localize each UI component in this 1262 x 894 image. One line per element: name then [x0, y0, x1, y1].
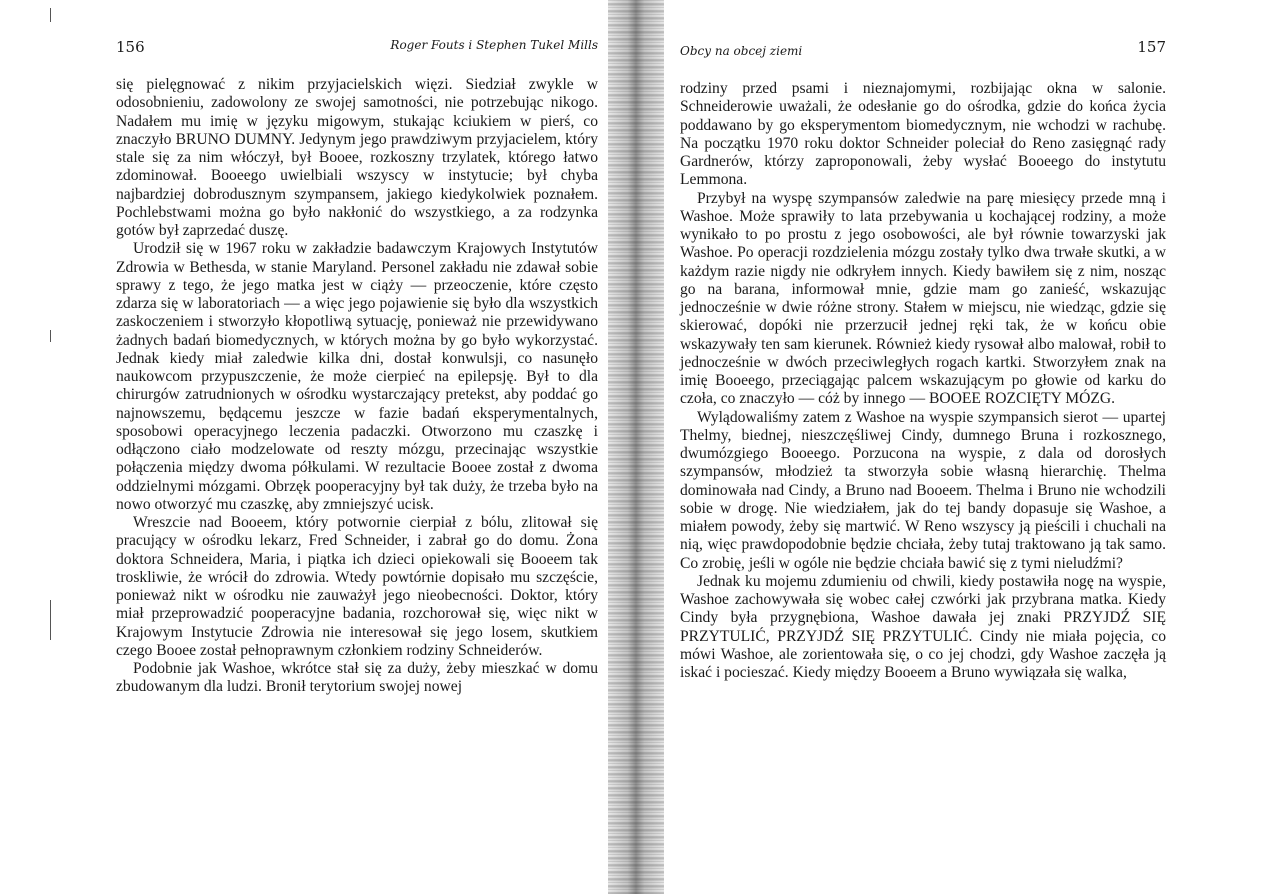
paragraph: Wreszcie nad Booeem, który potwornie cierpiał z bólu, zlitował się pracujący w ośrodku lekarz, Fred Schneider, i zabrał go do domu. Żona doktora Schneidera, Maria, i piątka ich dzieci opiekowali się Booeem tak troskliwie, że wrócił do zdrowia. Wtedy powtórnie dopisało mu szczęście, ponieważ nikt w ośrodku nie zauważył jego nieobecności. Doktor, który miał przeprowadzić pooperacyjne badania, rozchorował się, więc nikt w Krajowym Instytucie Zdrowia nie interesował się jego losem, skutkiem czego Booee został pełnoprawnym członkiem rodziny Schneiderów. [116, 514, 598, 659]
left-page-number: 156 [116, 38, 145, 56]
scan-edge-mark [50, 330, 51, 342]
right-page [630, 0, 1262, 894]
left-page [0, 0, 630, 894]
left-running-header: Roger Fouts i Stephen Tukel Mills [390, 38, 598, 52]
right-page-number: 157 [1137, 38, 1166, 56]
paragraph: Przybył na wyspę szympansów zaledwie na parę miesięcy przede mną i Washoe. Może sprawiły to lata przebywania u kochającej rodziny, a może wynikało to po prostu z jego osobowości, ale był równie towarzyski jak Washoe. Po operacji rozdzielenia mózgu zostały tylko dwa trwałe skutki, a w każdym razie nigdy nie odkryłem innych. Kiedy bawiłem się z nim, nosząc go na barana, informował mnie, gdzie mam go zanieść, wskazując jednocześnie w dwie różne strony. Stałem w miejscu, nie wiedząc, gdzie się skierować, dopóki nie przerzucił jednej ręki tak, że w końcu obie wskazywały ten sam kierunek. Również kiedy rysował albo malował, robił to jednocześnie w dwóch przeciwległych rogach kartki. Stworzyłem znak na imię Booeego, przeciągając palcem wskazującym po głowie od karku do czoła, co znaczyło — cóż by innego — BOOEE ROZCIĘTY MÓZG. [680, 189, 1166, 408]
right-running-header: Obcy na obcej ziemi [680, 44, 803, 58]
paragraph: rodziny przed psami i nieznajomymi, rozbijając okna w salonie. Schneiderowie uważali, że odesłanie go do ośrodka, gdzie do końca życia poddawano by go eksperymentom biomedycznym, nie wchodzi w rachubę. Na początku 1970 roku doktor Schneider poleciał do Reno zasięgnąć rady Gardnerów, którzy zaproponowali, żeby wysłać Booeego do instytutu Lemmona. [680, 80, 1166, 189]
paragraph: Podobnie jak Washoe, wkrótce stał się za duży, żeby mieszkać w domu zbudowanym dla ludzi. Bronił terytorium swojej nowej [116, 660, 598, 696]
paragraph: Jednak ku mojemu zdumieniu od chwili, kiedy postawiła nogę na wyspie, Washoe zachowywała się wobec całej czwórki jak przybrana matka. Kiedy Cindy była przygnębiona, Washoe dawała jej znaki PRZYJDŹ SIĘ PRZYTULIĆ, PRZYJDŹ SIĘ PRZYTULIĆ. Cindy nie miała pojęcia, co mówi Washoe, ale zorientowała się, o co jej chodzi, gdy Washoe zaczęła ją iskać i pocieszać. Kiedy między Booeem a Bruno wywiązała się walka, [680, 572, 1166, 681]
left-body-text [116, 76, 598, 697]
paragraph: Urodził się w 1967 roku w zakładzie badawczym Krajowych Instytutów Zdrowia w Bethesda, w stanie Maryland. Personel zakładu nie zdawał sobie sprawy z tego, że jego matka jest w ciąży — przeoczenie, które często zdarza się w laboratoriach — a więc jego pojawienie się było dla wszystkich zaskoczeniem i stworzyło kłopotliwą sytuację, ponieważ nie przewidywano żadnych badań biomedycznych, w których można by go było wykorzystać. Jednak kiedy miał zaledwie kilka dni, dostał konwulsji, co nasunęło naukowcom przypuszczenie, że może cierpieć na epilepsję. Był to dla chirurgów zatrudnionych w ośrodku wystarczający pretekst, aby poddać go najnowszemu, będącemu jeszcze w fazie badań eksperymentalnych, sposobowi operacyjnego leczenia padaczki. Otworzono mu czaszkę i odłączono ciało modzelowate od reszty mózgu, przecinając wszystkie połączenia między dwoma półkulami. W rezultacie Booee został z dwoma oddzielnymi mózgami. Obrzęk pooperacyjny był tak duży, że trzeba było na nowo otworzyć mu czaszkę, aby zmniejszyć ucisk. [116, 240, 598, 513]
scan-edge-mark [50, 8, 51, 22]
paragraph: się pielęgnować z nikim przyjacielskich więzi. Siedział zwykle w odosobnieniu, zadowolony ze swojej samotności, nie potrzebując nikogo. Nadałem mu imię w języku migowym, stukając kciukiem w pierś, co znaczyło BRUNO DUMNY. Jedynym jego prawdziwym przyjacielem, który stale się za nim włóczył, był Booee, rozkoszny trzylatek, którego łatwo zdominował. Booeego uwielbiali wszyscy w instytucie; był chyba najbardziej dobrodusznym szympansem, jakiego kiedykolwiek poznałem. Pochlebstwami można go było nakłonić do wszystkiego, a za rodzynka gotów był zaprzedać duszę. [116, 76, 598, 239]
paragraph: Wylądowaliśmy zatem z Washoe na wyspie szympansich sierot — upartej Thelmy, biednej, nieszczęśliwej Cindy, dumnego Bruna i rozkosznego, dwumózgiego Booeego. Porzucona na wyspie, z dala od dorosłych szympansów, młodzież ta stworzyła sobie własną hierarchię. Thelma dominowała nad Cindy, a Bruno nad Booeem. Thelma i Bruno nie wchodzili sobie w drogę. Nie wiedziałem, jak do tej bandy dopasuje się Washoe, a miałem powody, żeby się martwić. W Reno wszyscy ją pieścili i chuchali na nią, więc prawdopodobnie będzie chciała, żeby tutaj traktowano ją tak samo. Co zrobię, jeśli w ogóle nie będzie chciała bawić się z tymi nieludźmi? [680, 408, 1166, 572]
scan-edge-mark [50, 600, 51, 640]
right-body-text [680, 80, 1166, 682]
